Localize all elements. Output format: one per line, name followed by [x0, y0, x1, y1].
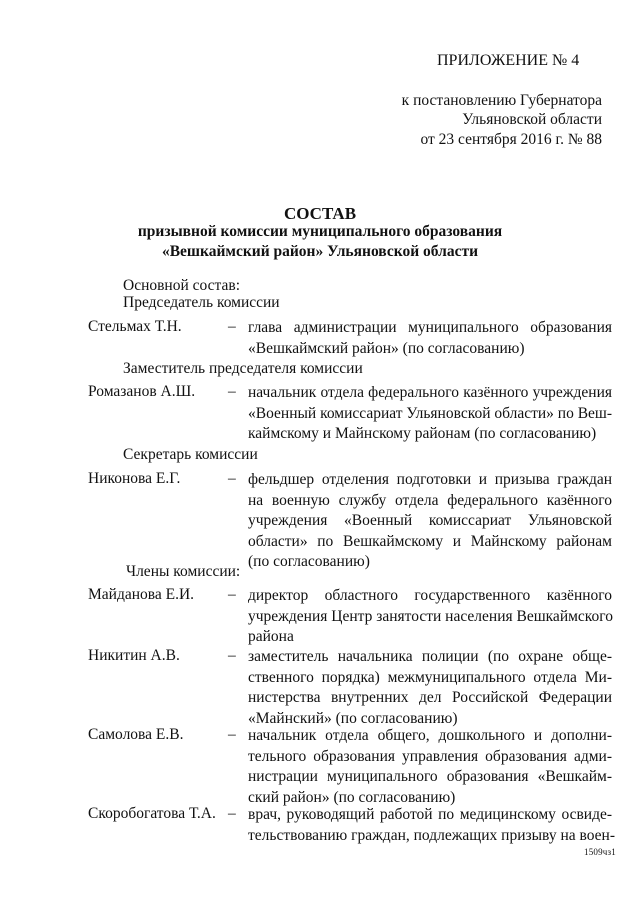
person-name: Стельмах Т.Н. — [88, 318, 182, 335]
description-line: начальник отдела федерального казённого учреждения — [248, 384, 612, 401]
description-line: «Военный комиссариат Ульяновской области» по Веш- — [248, 404, 613, 422]
description-line: района — [248, 628, 294, 645]
person-name: Никонова Е.Г. — [88, 470, 181, 487]
reference-date-line: от 23 сентября 2016 г. № 88 — [420, 131, 602, 148]
description-line: врач, руководящий работой по медицинскому освиде- — [248, 806, 612, 823]
description-line: (по согласованию) — [248, 553, 370, 570]
description-line: «Вешкаймский район» (по согласованию) — [248, 339, 525, 357]
description-line: на военную службу отдела федерального казённого — [248, 491, 612, 509]
document-subtitle-2: «Вешкаймский район» Ульяновской области — [161, 243, 479, 260]
section-deputy: Заместитель председателя комиссии — [123, 360, 363, 377]
dash: – — [228, 726, 236, 743]
description-line: учреждения «Военный комиссариат Ульяновской — [248, 512, 612, 529]
description-line: ственного порядка) межмуниципального отдела Ми- — [248, 668, 612, 686]
description-line: «Майнский» (по согласованию) — [248, 709, 458, 727]
description-line: нистрации муниципального образования «Вешкайм- — [248, 768, 612, 785]
section-secretary: Секретарь комиссии — [123, 446, 258, 463]
document-title: СОСТАВ — [283, 204, 357, 223]
appendix-number: ПРИЛОЖЕНИЕ № 4 — [437, 52, 580, 69]
person-description — [248, 726, 612, 808]
description-line: тельствованию граждан, подлежащих призыву на воен- — [248, 826, 615, 844]
description-line: нистерства внутренних дел Российской Федерации — [248, 689, 612, 706]
person-description — [248, 586, 612, 648]
dash: – — [228, 318, 236, 335]
description-line: заместитель начальника полиции (по охране обще- — [248, 648, 612, 665]
document-subtitle-1: призывной комиссии муниципального образования — [137, 223, 503, 240]
description-line: начальник отдела общего, дошкольного и дополни- — [248, 727, 612, 744]
description-line: каймскому и Майнскому районам (по согласованию) — [248, 425, 597, 442]
section-main-composition: Основной состав: — [123, 277, 241, 294]
description-line: учреждения Центр занятости населения Вешкаймского — [248, 607, 614, 625]
person-name: Майданова Е.И. — [88, 586, 195, 603]
person-description — [248, 647, 612, 729]
description-line: фельдшер отделения подготовки и призыва граждан — [248, 471, 612, 488]
dash: – — [228, 647, 236, 664]
dash: – — [228, 383, 236, 400]
description-line: тельного образования управления образования адми- — [248, 747, 612, 765]
person-name: Ромазанов А.Ш. — [88, 383, 196, 400]
dash: – — [228, 470, 236, 487]
person-name: Скоробогатова Т.А. — [88, 805, 216, 822]
description-line: ский район» (по согласованию) — [248, 788, 456, 806]
section-chairman: Председатель комиссии — [123, 294, 280, 311]
person-name: Самолова Е.В. — [88, 726, 184, 743]
person-description — [248, 383, 612, 445]
dash: – — [228, 586, 236, 603]
description-line: области» по Вешкаймскому и Майнскому районам — [248, 532, 612, 550]
dash: – — [228, 805, 236, 822]
person-name: Никитин А.В. — [88, 647, 180, 664]
section-members: Члены комиссии: — [126, 563, 241, 580]
person-description — [248, 318, 612, 359]
description-line: директор областного государственного казённого — [248, 587, 612, 604]
description-line: глава администрации муниципального образования — [248, 319, 612, 336]
document-code: 1509чз1 — [584, 847, 616, 857]
reference-line-2: Ульяновской области — [462, 111, 602, 128]
reference-line-1: к постановлению Губернатора — [401, 92, 602, 109]
person-description — [248, 470, 612, 573]
person-description — [248, 805, 615, 846]
